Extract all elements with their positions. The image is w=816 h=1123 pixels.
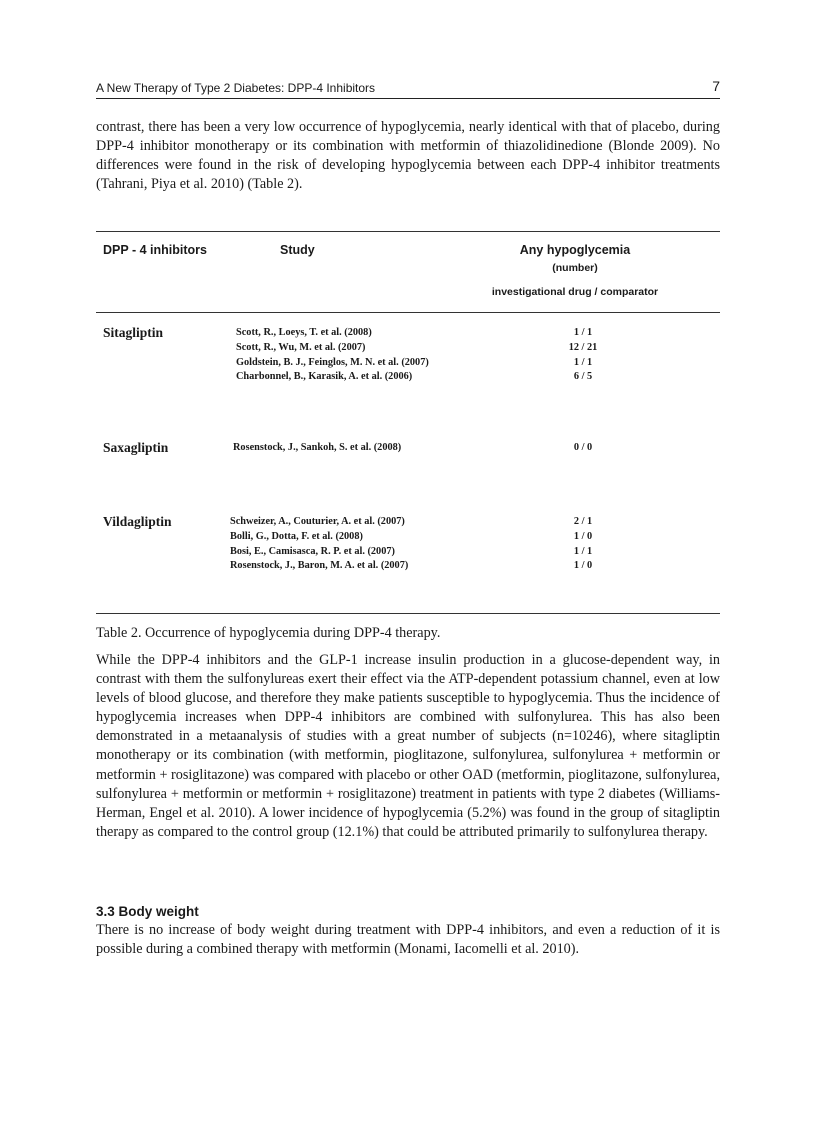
table-header-outcome-unit: (number) <box>552 262 598 274</box>
table-header-rule <box>96 312 720 313</box>
study-citation: Scott, R., Loeys, T. et al. (2008) <box>236 327 372 338</box>
study-citation: Bosi, E., Camisasca, R. P. et al. (2007) <box>230 545 395 557</box>
hypoglycemia-count: 0 / 0 <box>573 442 593 453</box>
hypoglycemia-count: 1 / 0 <box>573 560 593 572</box>
table-header-outcome: Any hypoglycemia <box>519 243 631 257</box>
study-list-saxagliptin <box>233 441 401 456</box>
study-citation: Bolli, G., Dotta, F. et al. (2008) <box>230 530 363 542</box>
study-citation: Charbonnel, B., Karasik, A. et al. (2006) <box>236 371 413 383</box>
hypoglycemia-count: 1 / 1 <box>573 545 593 557</box>
table-header-drug: DPP - 4 inhibitors <box>103 243 207 257</box>
value-list-sitagliptin <box>558 326 608 385</box>
body-paragraph: While the DPP-4 inhibitors and the GLP-1 increase insulin production in a glucose-dependent way, in contrast with them the sulfonylureas exert their effect via the ATP-dependent potassium channel, even at low levels of blood glucose, and therefore they make patients susceptible to hypoglycemia. Thus the incidence of hypoglycemia increases when DPP-4 inhibitors are combined with sulfonylurea. This has also been demonstrated in a metaanalysis of studies with a great number of subjects (n=10246), where sitagliptin monotherapy or its combination (with metformin, pioglitazone, sulfonylurea, sulfonylurea + metformin or metformin + rosiglitazone) was compared with placebo or other OAD (metformin, pioglitazone, sulfonylurea, sulfonylurea + metformin or metformin + rosiglitazone) treatment in patients with type 2 diabetes (Williams-Herman, Engel et al. 2010). A lower incidence of hypoglycemia (5.2%) was found in the group of sitagliptin therapy as compared to the control group (12.1%) that could be attributed primarily to sulfonylurea therapy. <box>96 652 720 840</box>
hypoglycemia-count: 6 / 5 <box>573 371 593 383</box>
study-citation: Goldstein, B. J., Feinglos, M. N. et al. (2007) <box>236 356 429 368</box>
study-list-sitagliptin <box>236 326 429 385</box>
hypoglycemia-count: 1 / 1 <box>573 327 593 338</box>
table-header-outcome-sub: investigational drug / comparator <box>491 286 659 298</box>
study-citation: Rosenstock, J., Sankoh, S. et al. (2008) <box>233 442 402 453</box>
value-list-vildagliptin <box>558 515 608 574</box>
page-number: 7 <box>712 78 720 94</box>
hypoglycemia-count: 2 / 1 <box>573 516 593 527</box>
study-list-vildagliptin <box>230 515 408 574</box>
table-header-study: Study <box>280 243 315 257</box>
hypoglycemia-count: 1 / 1 <box>573 356 593 368</box>
hypoglycemia-count: 1 / 0 <box>573 530 593 542</box>
intro-paragraph: contrast, there has been a very low occurrence of hypoglycemia, nearly identical with that of placebo, during DPP-4 inhibitor monotherapy or its combination with metformin of thiazolidinedione (Blonde 2009). No differences were found in the risk of developing hypoglycemia between each DPP-4 inhibitor treatments (Tahrani, Piya et al. 2010) (Table 2). <box>96 119 720 193</box>
section-paragraph: There is no increase of body weight during treatment with DPP-4 inhibitors, and even a reduction of it is possible during a combined therapy with metformin (Monami, Iacomelli et al. 2010). <box>96 922 720 958</box>
drug-name-vildagliptin: Vildagliptin <box>103 514 172 529</box>
study-citation: Schweizer, A., Couturier, A. et al. (2007) <box>230 516 405 527</box>
running-header <box>96 80 720 99</box>
value-list-saxagliptin <box>558 441 608 456</box>
table-bottom-rule <box>96 613 720 614</box>
header-title: A New Therapy of Type 2 Diabetes: DPP-4 Inhibitors <box>96 81 376 95</box>
study-citation: Scott, R., Wu, M. et al. (2007) <box>236 341 366 353</box>
table-top-rule <box>96 231 720 232</box>
section-heading: 3.3 Body weight <box>96 904 199 919</box>
hypoglycemia-count: 12 / 21 <box>568 341 598 353</box>
drug-name-sitagliptin: Sitagliptin <box>103 325 164 340</box>
drug-name-saxagliptin: Saxagliptin <box>103 440 169 455</box>
table-caption: Table 2. Occurrence of hypoglycemia during DPP-4 therapy. <box>96 625 441 641</box>
study-citation: Rosenstock, J., Baron, M. A. et al. (2007) <box>230 560 409 572</box>
